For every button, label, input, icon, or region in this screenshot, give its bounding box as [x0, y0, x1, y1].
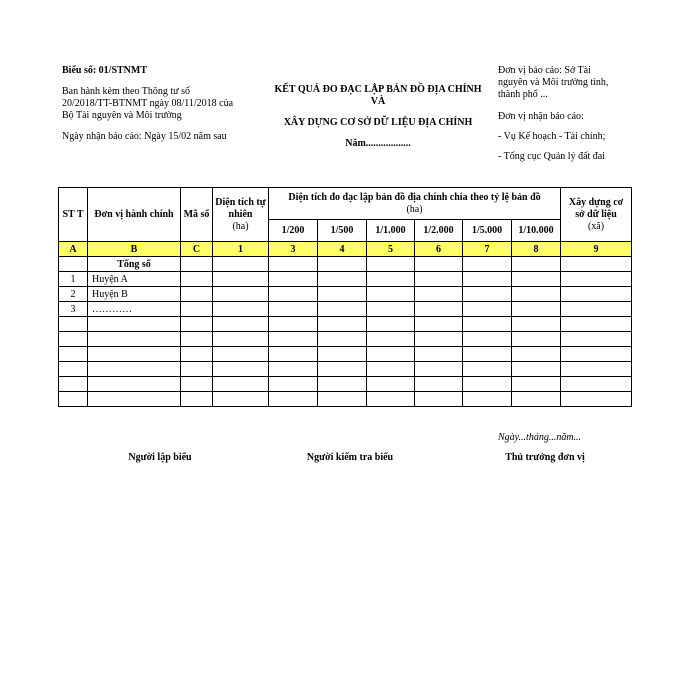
- form-code: Biểu số: 01/STNMT: [62, 65, 148, 76]
- row-cell: [561, 302, 632, 317]
- row-admin-unit: [88, 317, 181, 332]
- header-database-unit: (xã): [587, 220, 605, 232]
- table-row: [59, 332, 632, 347]
- row-cell: [512, 347, 561, 362]
- row-cell: [318, 332, 367, 347]
- row-admin-unit: [88, 362, 181, 377]
- row-cell: [318, 347, 367, 362]
- table-row: [59, 302, 632, 317]
- table-row: [59, 287, 632, 302]
- index-cell: 9: [561, 242, 632, 257]
- row-cell: [561, 332, 632, 347]
- header-survey-area-unit: (ha): [406, 203, 423, 215]
- row-cell: [318, 317, 367, 332]
- header-code: Mã số: [181, 188, 213, 242]
- date-line: Ngày...tháng...năm...: [498, 432, 582, 443]
- row-cell: [269, 272, 318, 287]
- receiving-unit-1: - Vụ Kế hoạch - Tài chính;: [498, 131, 606, 142]
- row-cell: [415, 347, 463, 362]
- row-cell: [463, 392, 512, 407]
- row-cell: [269, 317, 318, 332]
- row-cell: [318, 377, 367, 392]
- index-row: [59, 242, 632, 257]
- table-row: [59, 347, 632, 362]
- row-admin-unit: [88, 347, 181, 362]
- row-cell: [512, 287, 561, 302]
- row-stt: [59, 392, 88, 407]
- row-cell: [415, 377, 463, 392]
- receiving-unit-label: Đơn vị nhận báo cáo:: [498, 111, 584, 122]
- row-cell: [318, 302, 367, 317]
- row-cell: [561, 317, 632, 332]
- row-cell: [415, 257, 463, 272]
- row-cell: [318, 362, 367, 377]
- row-cell: [463, 272, 512, 287]
- header-scale: 1/2.000: [415, 220, 463, 242]
- reporting-unit-line-1: Đơn vị báo cáo: Sở Tài: [498, 65, 591, 76]
- index-cell: 7: [463, 242, 512, 257]
- index-cell: 3: [269, 242, 318, 257]
- row-cell: [561, 362, 632, 377]
- row-cell: [181, 317, 213, 332]
- row-stt: [59, 317, 88, 332]
- report-year: Năm..................: [345, 138, 411, 149]
- row-cell: [269, 257, 318, 272]
- row-cell: [367, 392, 415, 407]
- receiving-unit-2: - Tổng cục Quản lý đất đai: [498, 151, 606, 162]
- receive-date: Ngày nhận báo cáo: Ngày 15/02 năm sau: [62, 131, 227, 142]
- row-cell: [213, 392, 269, 407]
- index-cell: 4: [318, 242, 367, 257]
- row-cell: [512, 257, 561, 272]
- issued-by-line-1: Ban hành kèm theo Thông tư số: [62, 86, 190, 97]
- row-cell: [561, 272, 632, 287]
- row-cell: [213, 257, 269, 272]
- row-stt: [59, 377, 88, 392]
- header-admin-unit: Đơn vị hành chính: [88, 188, 181, 242]
- row-cell: [512, 317, 561, 332]
- header-scale: 1/5.000: [463, 220, 512, 242]
- row-cell: [318, 272, 367, 287]
- header-natural-area: [213, 188, 269, 242]
- index-cell: 8: [512, 242, 561, 257]
- row-cell: [269, 287, 318, 302]
- row-admin-unit: Huyện B: [88, 287, 181, 302]
- report-title-line-2: VÀ: [370, 96, 386, 107]
- table-row: [59, 272, 632, 287]
- header-scale: 1/200: [269, 220, 318, 242]
- row-cell: [269, 377, 318, 392]
- header-survey-area-label: Diện tích đo đạc lập bản đồ địa chính chia theo tỷ lệ bản đồ: [288, 191, 541, 203]
- row-cell: [561, 347, 632, 362]
- row-cell: [318, 392, 367, 407]
- row-cell: [213, 272, 269, 287]
- header-survey-area: [269, 188, 561, 220]
- row-cell: [213, 287, 269, 302]
- row-cell: [367, 317, 415, 332]
- index-cell: A: [59, 242, 88, 257]
- row-cell: [415, 317, 463, 332]
- row-cell: [213, 347, 269, 362]
- row-cell: [269, 302, 318, 317]
- row-cell: [181, 392, 213, 407]
- row-cell: [415, 287, 463, 302]
- row-cell: [512, 362, 561, 377]
- row-cell: [512, 332, 561, 347]
- signature-preparer: Người lập biểu: [128, 452, 192, 463]
- reporting-unit-line-2: nguyên và Môi trường tỉnh,: [498, 77, 609, 88]
- index-cell: C: [181, 242, 213, 257]
- row-cell: [213, 332, 269, 347]
- row-admin-unit: [88, 392, 181, 407]
- header-stt: ST T: [59, 188, 88, 242]
- row-admin-unit: Huyện A: [88, 272, 181, 287]
- row-cell: [512, 392, 561, 407]
- row-cell: [512, 377, 561, 392]
- row-stt: [59, 347, 88, 362]
- header-database-label: Xây dựng cơ sở dữ liệu: [568, 196, 624, 220]
- report-title-line-1: KẾT QUẢ ĐO ĐẠC LẬP BẢN ĐỒ ĐỊA CHÍNH: [274, 84, 482, 95]
- row-admin-unit: Tổng số: [88, 257, 181, 272]
- row-admin-unit: [88, 332, 181, 347]
- row-cell: [181, 362, 213, 377]
- row-cell: [512, 302, 561, 317]
- row-stt: 3: [59, 302, 88, 317]
- index-cell: B: [88, 242, 181, 257]
- table-row: [59, 377, 632, 392]
- row-cell: [181, 302, 213, 317]
- row-cell: [181, 257, 213, 272]
- row-cell: [181, 272, 213, 287]
- row-cell: [561, 377, 632, 392]
- reporting-unit-line-3: thành phố ...: [498, 89, 548, 100]
- header-scale: 1/10.000: [512, 220, 561, 242]
- issued-by-line-2: 20/2018/TT-BTNMT ngày 08/11/2018 của: [62, 98, 234, 109]
- index-cell: 6: [415, 242, 463, 257]
- row-cell: [367, 302, 415, 317]
- row-cell: [269, 347, 318, 362]
- header-scale: 1/500: [318, 220, 367, 242]
- header-scale: 1/1.000: [367, 220, 415, 242]
- signature-checker: Người kiểm tra biểu: [306, 452, 394, 463]
- row-stt: 1: [59, 272, 88, 287]
- row-cell: [269, 362, 318, 377]
- row-cell: [561, 287, 632, 302]
- row-cell: [512, 272, 561, 287]
- row-cell: [463, 317, 512, 332]
- row-cell: [269, 332, 318, 347]
- row-cell: [415, 332, 463, 347]
- table-row: [59, 362, 632, 377]
- row-cell: [181, 287, 213, 302]
- row-stt: [59, 362, 88, 377]
- row-cell: [367, 362, 415, 377]
- row-cell: [181, 332, 213, 347]
- row-cell: [367, 332, 415, 347]
- header-natural-area-label: Diện tích tự nhiên: [215, 196, 266, 220]
- row-cell: [463, 332, 512, 347]
- row-cell: [213, 362, 269, 377]
- header-database: [561, 188, 632, 242]
- row-cell: [181, 347, 213, 362]
- row-cell: [213, 302, 269, 317]
- row-cell: [561, 392, 632, 407]
- row-stt: [59, 257, 88, 272]
- row-cell: [367, 287, 415, 302]
- row-cell: [463, 287, 512, 302]
- table-row: [59, 257, 632, 272]
- row-stt: [59, 332, 88, 347]
- table-row: [59, 392, 632, 407]
- row-cell: [561, 257, 632, 272]
- row-cell: [213, 317, 269, 332]
- table-row: [59, 317, 632, 332]
- row-cell: [463, 362, 512, 377]
- row-stt: 2: [59, 287, 88, 302]
- row-cell: [318, 287, 367, 302]
- row-cell: [415, 302, 463, 317]
- row-cell: [415, 392, 463, 407]
- report-table: [58, 187, 632, 407]
- row-cell: [367, 377, 415, 392]
- row-cell: [318, 257, 367, 272]
- row-cell: [463, 302, 512, 317]
- header-natural-area-unit: (ha): [232, 220, 249, 232]
- row-cell: [415, 362, 463, 377]
- row-admin-unit: …………: [88, 302, 181, 317]
- row-cell: [367, 272, 415, 287]
- issued-by-line-3: Bộ Tài nguyên và Môi trường: [62, 110, 182, 121]
- index-cell: 1: [213, 242, 269, 257]
- index-cell: 5: [367, 242, 415, 257]
- row-cell: [269, 392, 318, 407]
- row-cell: [181, 377, 213, 392]
- row-cell: [463, 257, 512, 272]
- row-admin-unit: [88, 377, 181, 392]
- signature-head: Thủ trưởng đơn vị: [505, 452, 585, 463]
- report-title-line-3: XÂY DỰNG CƠ SỞ DỮ LIỆU ĐỊA CHÍNH: [283, 117, 473, 128]
- row-cell: [463, 377, 512, 392]
- row-cell: [463, 347, 512, 362]
- row-cell: [367, 347, 415, 362]
- row-cell: [213, 377, 269, 392]
- row-cell: [367, 257, 415, 272]
- row-cell: [415, 272, 463, 287]
